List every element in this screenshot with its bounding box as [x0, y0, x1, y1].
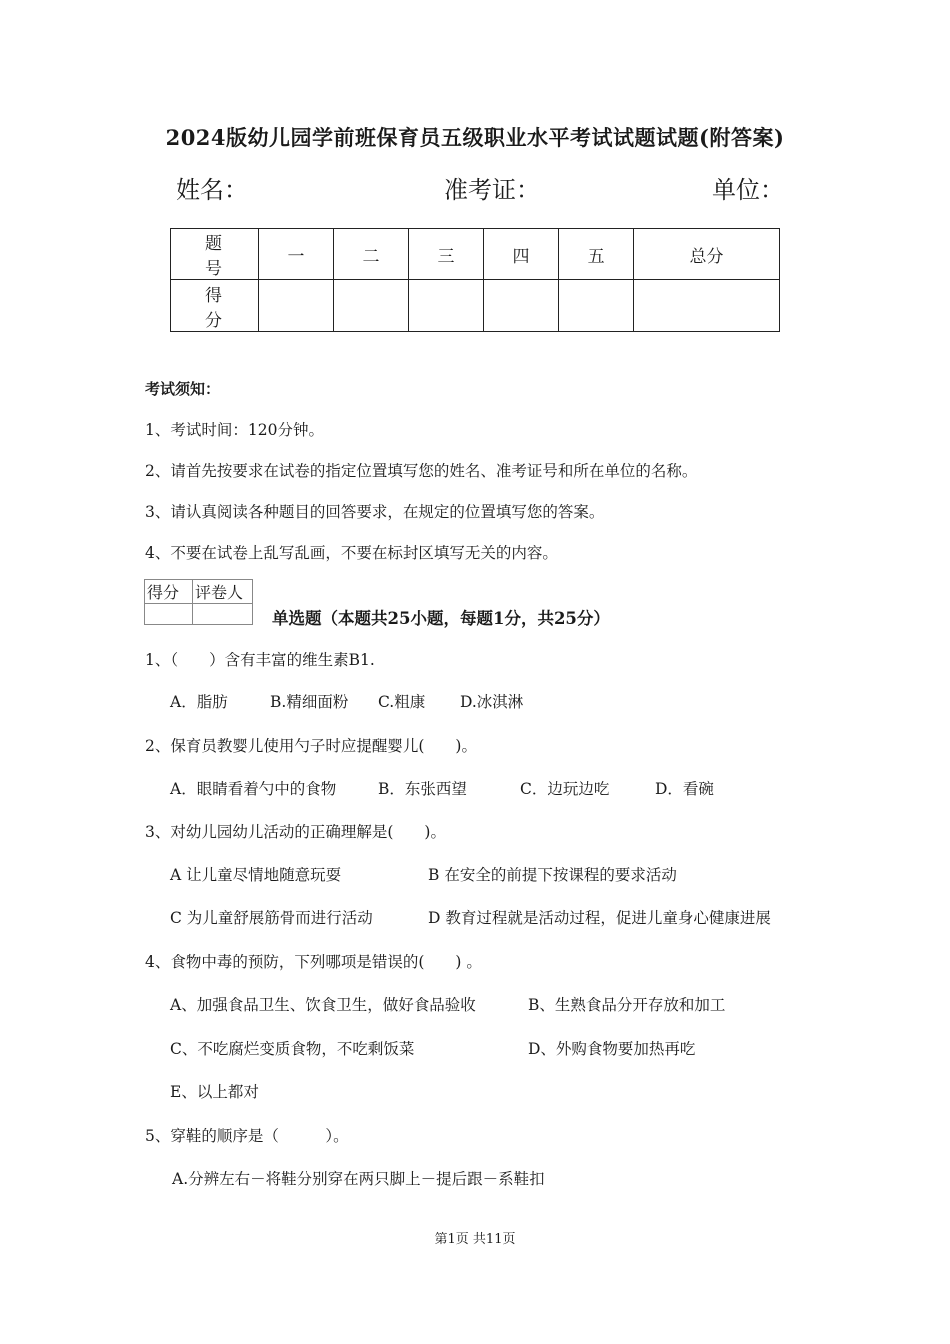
- score-cell-2[interactable]: [334, 280, 409, 332]
- option[interactable]: B．东张西望: [378, 780, 467, 798]
- notice-item: 2、请首先按要求在试卷的指定位置填写您的姓名、准考证号和所在单位的名称。: [145, 462, 698, 480]
- question-number-label: 题 号: [171, 229, 259, 280]
- score-table: [170, 228, 780, 332]
- option[interactable]: E、以上都对: [170, 1083, 259, 1101]
- grader-table: [144, 579, 253, 625]
- candidate-info-row: [176, 170, 786, 204]
- option[interactable]: A.分辨左右－将鞋分别穿在两只脚上－提后跟－系鞋扣: [172, 1170, 545, 1188]
- score-header-3: 三: [409, 229, 484, 280]
- score-header-1: 一: [259, 229, 334, 280]
- grader-name-cell[interactable]: [193, 604, 253, 625]
- score-cell-4[interactable]: [484, 280, 559, 332]
- question-1: 1、（ ）含有丰富的维生素B1.: [145, 651, 375, 669]
- section-title: 单选题（本题共25小题，每题1分，共25分）: [272, 609, 610, 628]
- grader-score-label: 得分: [145, 580, 193, 604]
- option[interactable]: D.冰淇淋: [460, 693, 524, 711]
- option[interactable]: B、生熟食品分开存放和加工: [528, 996, 726, 1014]
- exam-id-label: 准考证：: [444, 176, 540, 204]
- page-title: 2024版幼儿园学前班保育员五级职业水平考试试题试题(附答案): [165, 125, 785, 150]
- score-header-total: 总分: [634, 229, 780, 280]
- notice-item: 1、考试时间：120分钟。: [145, 421, 324, 439]
- score-cell-1[interactable]: [259, 280, 334, 332]
- grader-score-cell[interactable]: [145, 604, 193, 625]
- score-header-5: 五: [559, 229, 634, 280]
- option[interactable]: B.精细面粉: [270, 693, 349, 711]
- score-cell-3[interactable]: [409, 280, 484, 332]
- option[interactable]: D 教育过程就是活动过程，促进儿童身心健康进展: [428, 909, 771, 927]
- score-cell-5[interactable]: [559, 280, 634, 332]
- question-5: 5、穿鞋的顺序是（ ）。: [145, 1127, 349, 1145]
- question-3: 3、对幼儿园幼儿活动的正确理解是( )。: [145, 823, 446, 841]
- option[interactable]: B 在安全的前提下按课程的要求活动: [428, 866, 677, 884]
- option[interactable]: A、加强食品卫生、饮食卫生，做好食品验收: [170, 996, 476, 1014]
- option[interactable]: C．边玩边吃: [520, 780, 610, 798]
- option[interactable]: A．脂肪: [170, 693, 228, 711]
- score-label: 得 分: [171, 280, 259, 332]
- option[interactable]: C、不吃腐烂变质食物，不吃剩饭菜: [170, 1040, 415, 1058]
- unit-label: 单位：: [712, 176, 784, 204]
- notice-item: 4、不要在试卷上乱写乱画，不要在标封区填写无关的内容。: [145, 544, 558, 562]
- option[interactable]: D、外购食物要加热再吃: [528, 1040, 696, 1058]
- grader-name-label: 评卷人: [193, 580, 253, 604]
- score-header-2: 二: [334, 229, 409, 280]
- option[interactable]: D．看碗: [655, 780, 714, 798]
- notice-item: 3、请认真阅读各种题目的回答要求，在规定的位置填写您的答案。: [145, 503, 605, 521]
- option[interactable]: C 为儿童舒展筋骨而进行活动: [170, 909, 373, 927]
- page-footer: 第1页 共11页: [434, 1232, 516, 1247]
- question-4: 4、食物中毒的预防，下列哪项是错误的( ) 。: [145, 953, 482, 971]
- score-cell-total[interactable]: [634, 280, 780, 332]
- question-2: 2、保育员教婴儿使用勺子时应提醒婴儿( )。: [145, 737, 477, 755]
- option[interactable]: C.粗康: [378, 693, 426, 711]
- option[interactable]: A．眼睛看着勺中的食物: [170, 780, 337, 798]
- name-label: 姓名：: [176, 176, 248, 204]
- score-header-4: 四: [484, 229, 559, 280]
- option[interactable]: A 让儿童尽情地随意玩耍: [170, 866, 342, 884]
- notice-title: 考试须知：: [145, 380, 221, 398]
